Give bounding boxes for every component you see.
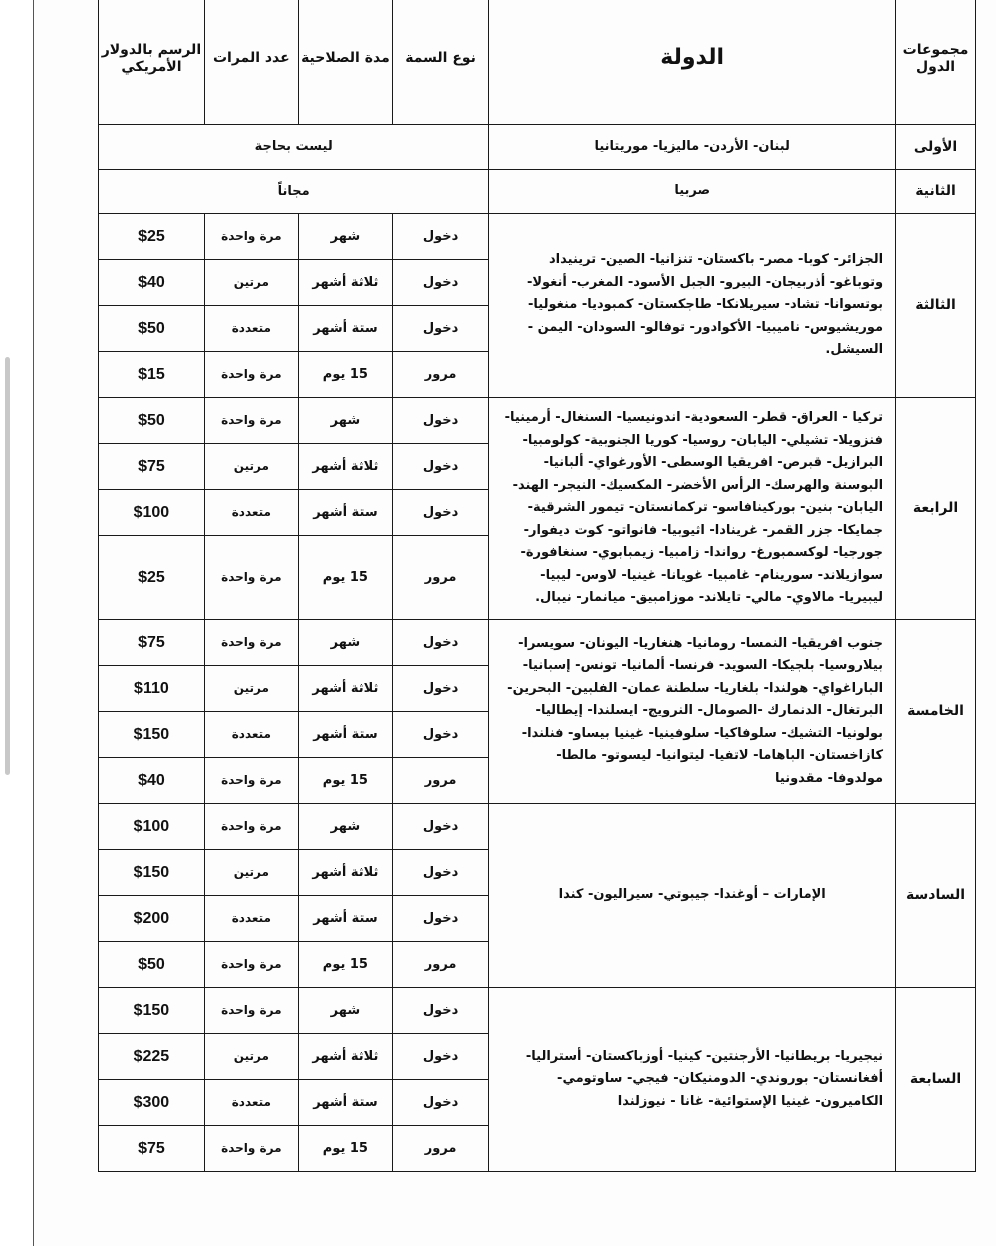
validity-cell: ثلاثة أشهر [298, 1034, 392, 1080]
entries-cell: مرة واحدة [204, 214, 298, 260]
visa-type-cell: دخول [392, 1080, 488, 1126]
fee-cell: $150 [99, 712, 205, 758]
visa-type-cell: مرور [392, 536, 488, 620]
header-row [99, 0, 976, 125]
entries-cell: مرة واحدة [204, 988, 298, 1034]
visa-type-cell: دخول [392, 850, 488, 896]
group-row-second [99, 170, 976, 214]
fee-row [99, 214, 976, 260]
visa-type-cell: دخول [392, 490, 488, 536]
fee-cell: $25 [99, 536, 205, 620]
visa-type-cell: مرور [392, 758, 488, 804]
fee-cell: $15 [99, 352, 205, 398]
fee-cell: $40 [99, 260, 205, 306]
validity-cell: 15 يوم [298, 352, 392, 398]
group-name: الخامسة [896, 620, 976, 804]
fee-cell: $40 [99, 758, 205, 804]
visa-type-cell: دخول [392, 1034, 488, 1080]
entries-cell: متعددة [204, 1080, 298, 1126]
header-country: الدولة [489, 0, 896, 125]
validity-cell: ثلاثة أشهر [298, 850, 392, 896]
fee-row [99, 398, 976, 444]
visa-type-cell: مرور [392, 942, 488, 988]
visa-type-cell: دخول [392, 444, 488, 490]
visa-type-cell: دخول [392, 398, 488, 444]
group-name: السادسة [896, 804, 976, 988]
header-fee: الرسم بالدولار الأمريكي [99, 0, 205, 125]
fee-row [99, 804, 976, 850]
header-validity: مدة الصلاحية [298, 0, 392, 125]
validity-cell: ستة أشهر [298, 306, 392, 352]
entries-cell: مرتين [204, 260, 298, 306]
validity-cell: ثلاثة أشهر [298, 260, 392, 306]
fee-cell: $100 [99, 804, 205, 850]
group-name: الرابعة [896, 398, 976, 620]
validity-cell: ستة أشهر [298, 490, 392, 536]
visa-type-cell: دخول [392, 896, 488, 942]
entries-cell: مرة واحدة [204, 942, 298, 988]
fee-cell: $50 [99, 398, 205, 444]
scrollbar[interactable] [5, 357, 10, 775]
group-countries: تركيا - العراق- قطر- السعودية- اندونيسيا- السنغال- أرمينيا- فنزويلا- تشيلي- اليابان- روسيا- كوريا الجنوبية- كولومبيا- البرازيل- قبرص- افريقيا الوسطى- الأورغواي- ألبانيا- البوسنة والهرسك- الرأس الأخضر- المكسيك- النيجر- الهند- اليابان- بنين- بوركينافاسو- تركمانستان- تيمور الشرقية- جمايكا- جزر القمر- غرينادا- اثيوبيا- فانواتو- كوت ديفوار- جورجيا- لوكسمبورغ- رواندا- زامبيا- زيمبابوي- سنغافورة- سوازيلاند- سورينام- غامبيا- غويانا- غينيا- لاوس- ليبيا- ليبيريا- مالاوي- مالي- تايلاند- موزامبيق- ميانمار- نيبال. [489, 398, 896, 620]
visa-type-cell: دخول [392, 666, 488, 712]
validity-cell: شهر [298, 804, 392, 850]
visa-type-cell: مرور [392, 352, 488, 398]
entries-cell: مرتين [204, 666, 298, 712]
entries-cell: مرتين [204, 1034, 298, 1080]
fee-cell: $200 [99, 896, 205, 942]
group-countries: لبنان- الأردن- ماليزيا- موريتانيا [489, 125, 896, 170]
entries-cell: متعددة [204, 896, 298, 942]
visa-type-cell: دخول [392, 214, 488, 260]
group-countries: الجزائر- كوبا- مصر- باكستان- تنزانيا- الصين- ترينيداد وتوباغو- أذربيجان- البيرو- الجبل الأسود- المغرب- أنغولا- بوتسوانا- تشاد- سيريلانكا- طاجكستان- كمبوديا- منغوليا- موريشيوس- ناميبيا- الأكوادور- توفالو- السودان- اليمن - السيشل. [489, 214, 896, 398]
header-groups: مجموعات الدول [896, 0, 976, 125]
fee-row [99, 620, 976, 666]
fee-cell: $110 [99, 666, 205, 712]
entries-cell: مرة واحدة [204, 758, 298, 804]
validity-cell: 15 يوم [298, 536, 392, 620]
entries-cell: مرة واحدة [204, 620, 298, 666]
visa-type-cell: دخول [392, 804, 488, 850]
group-countries: صربيا [489, 170, 896, 214]
validity-cell: 15 يوم [298, 758, 392, 804]
validity-cell: ثلاثة أشهر [298, 666, 392, 712]
validity-cell: 15 يوم [298, 1126, 392, 1172]
document-page [33, 0, 996, 1246]
group-name: السابعة [896, 988, 976, 1172]
header-visa-type: نوع السمة [392, 0, 488, 125]
visa-type-cell: دخول [392, 306, 488, 352]
group-name: الثالثة [896, 214, 976, 398]
fee-cell: $50 [99, 942, 205, 988]
visa-type-cell: دخول [392, 988, 488, 1034]
entries-cell: مرتين [204, 444, 298, 490]
entries-cell: مرة واحدة [204, 1126, 298, 1172]
entries-cell: مرة واحدة [204, 804, 298, 850]
validity-cell: شهر [298, 398, 392, 444]
entries-cell: مرة واحدة [204, 536, 298, 620]
fee-cell: $75 [99, 1126, 205, 1172]
entries-cell: متعددة [204, 306, 298, 352]
group-name: الأولى [896, 125, 976, 170]
fee-cell: $150 [99, 988, 205, 1034]
group-row-first [99, 125, 976, 170]
validity-cell: شهر [298, 620, 392, 666]
fee-row [99, 988, 976, 1034]
fee-cell: $150 [99, 850, 205, 896]
validity-cell: ستة أشهر [298, 896, 392, 942]
entries-cell: مرة واحدة [204, 352, 298, 398]
entries-cell: متعددة [204, 712, 298, 758]
fee-cell: $100 [99, 490, 205, 536]
group-note: مجاناً [99, 170, 489, 214]
validity-cell: شهر [298, 988, 392, 1034]
fee-cell: $75 [99, 620, 205, 666]
entries-cell: مرة واحدة [204, 398, 298, 444]
group-countries: جنوب افريقيا- النمسا- رومانيا- هنغاريا- اليونان- سويسرا- بيلاروسيا- بلجيكا- السويد- فرنسا- ألمانيا- تونس- إسبانيا- الباراغواي- هولندا- بلغاريا- سلطنة عمان- الفلبين- البحرين- البرتغال- الدنمارك -الصومال- النرويج- ايسلندا- إيطاليا- بولونيا- التشيك- سلوفاكيا- سلوفينيا- غينيا بيساو- فنلندا- كازاخستان- الباهاما- لاتفيا- ليتوانيا- ليسوتو- مالطا- مولدوفا- مقدونيا [489, 620, 896, 804]
validity-cell: 15 يوم [298, 942, 392, 988]
entries-cell: متعددة [204, 490, 298, 536]
fee-cell: $50 [99, 306, 205, 352]
fee-cell: $225 [99, 1034, 205, 1080]
visa-fees-table [98, 0, 976, 1172]
visa-type-cell: مرور [392, 1126, 488, 1172]
visa-type-cell: دخول [392, 620, 488, 666]
group-countries: الإمارات – أوغندا- جيبوتي- سيراليون- كندا [489, 804, 896, 988]
header-entries: عدد المرات [204, 0, 298, 125]
validity-cell: شهر [298, 214, 392, 260]
validity-cell: ستة أشهر [298, 712, 392, 758]
validity-cell: ستة أشهر [298, 1080, 392, 1126]
fee-cell: $25 [99, 214, 205, 260]
validity-cell: ثلاثة أشهر [298, 444, 392, 490]
group-countries: نيجيريا- بريطانيا- الأرجنتين- كينيا- أوزباكستان- أستراليا- أفغانستان- بوروندي- الدومنيكان- فيجي- ساوتومي- الكاميرون- غينيا الإستوائية- غانا - نيوزلندا [489, 988, 896, 1172]
group-name: الثانية [896, 170, 976, 214]
fee-cell: $300 [99, 1080, 205, 1126]
visa-type-cell: دخول [392, 260, 488, 306]
group-note: ليست بحاجة [99, 125, 489, 170]
entries-cell: مرتين [204, 850, 298, 896]
fee-cell: $75 [99, 444, 205, 490]
visa-type-cell: دخول [392, 712, 488, 758]
